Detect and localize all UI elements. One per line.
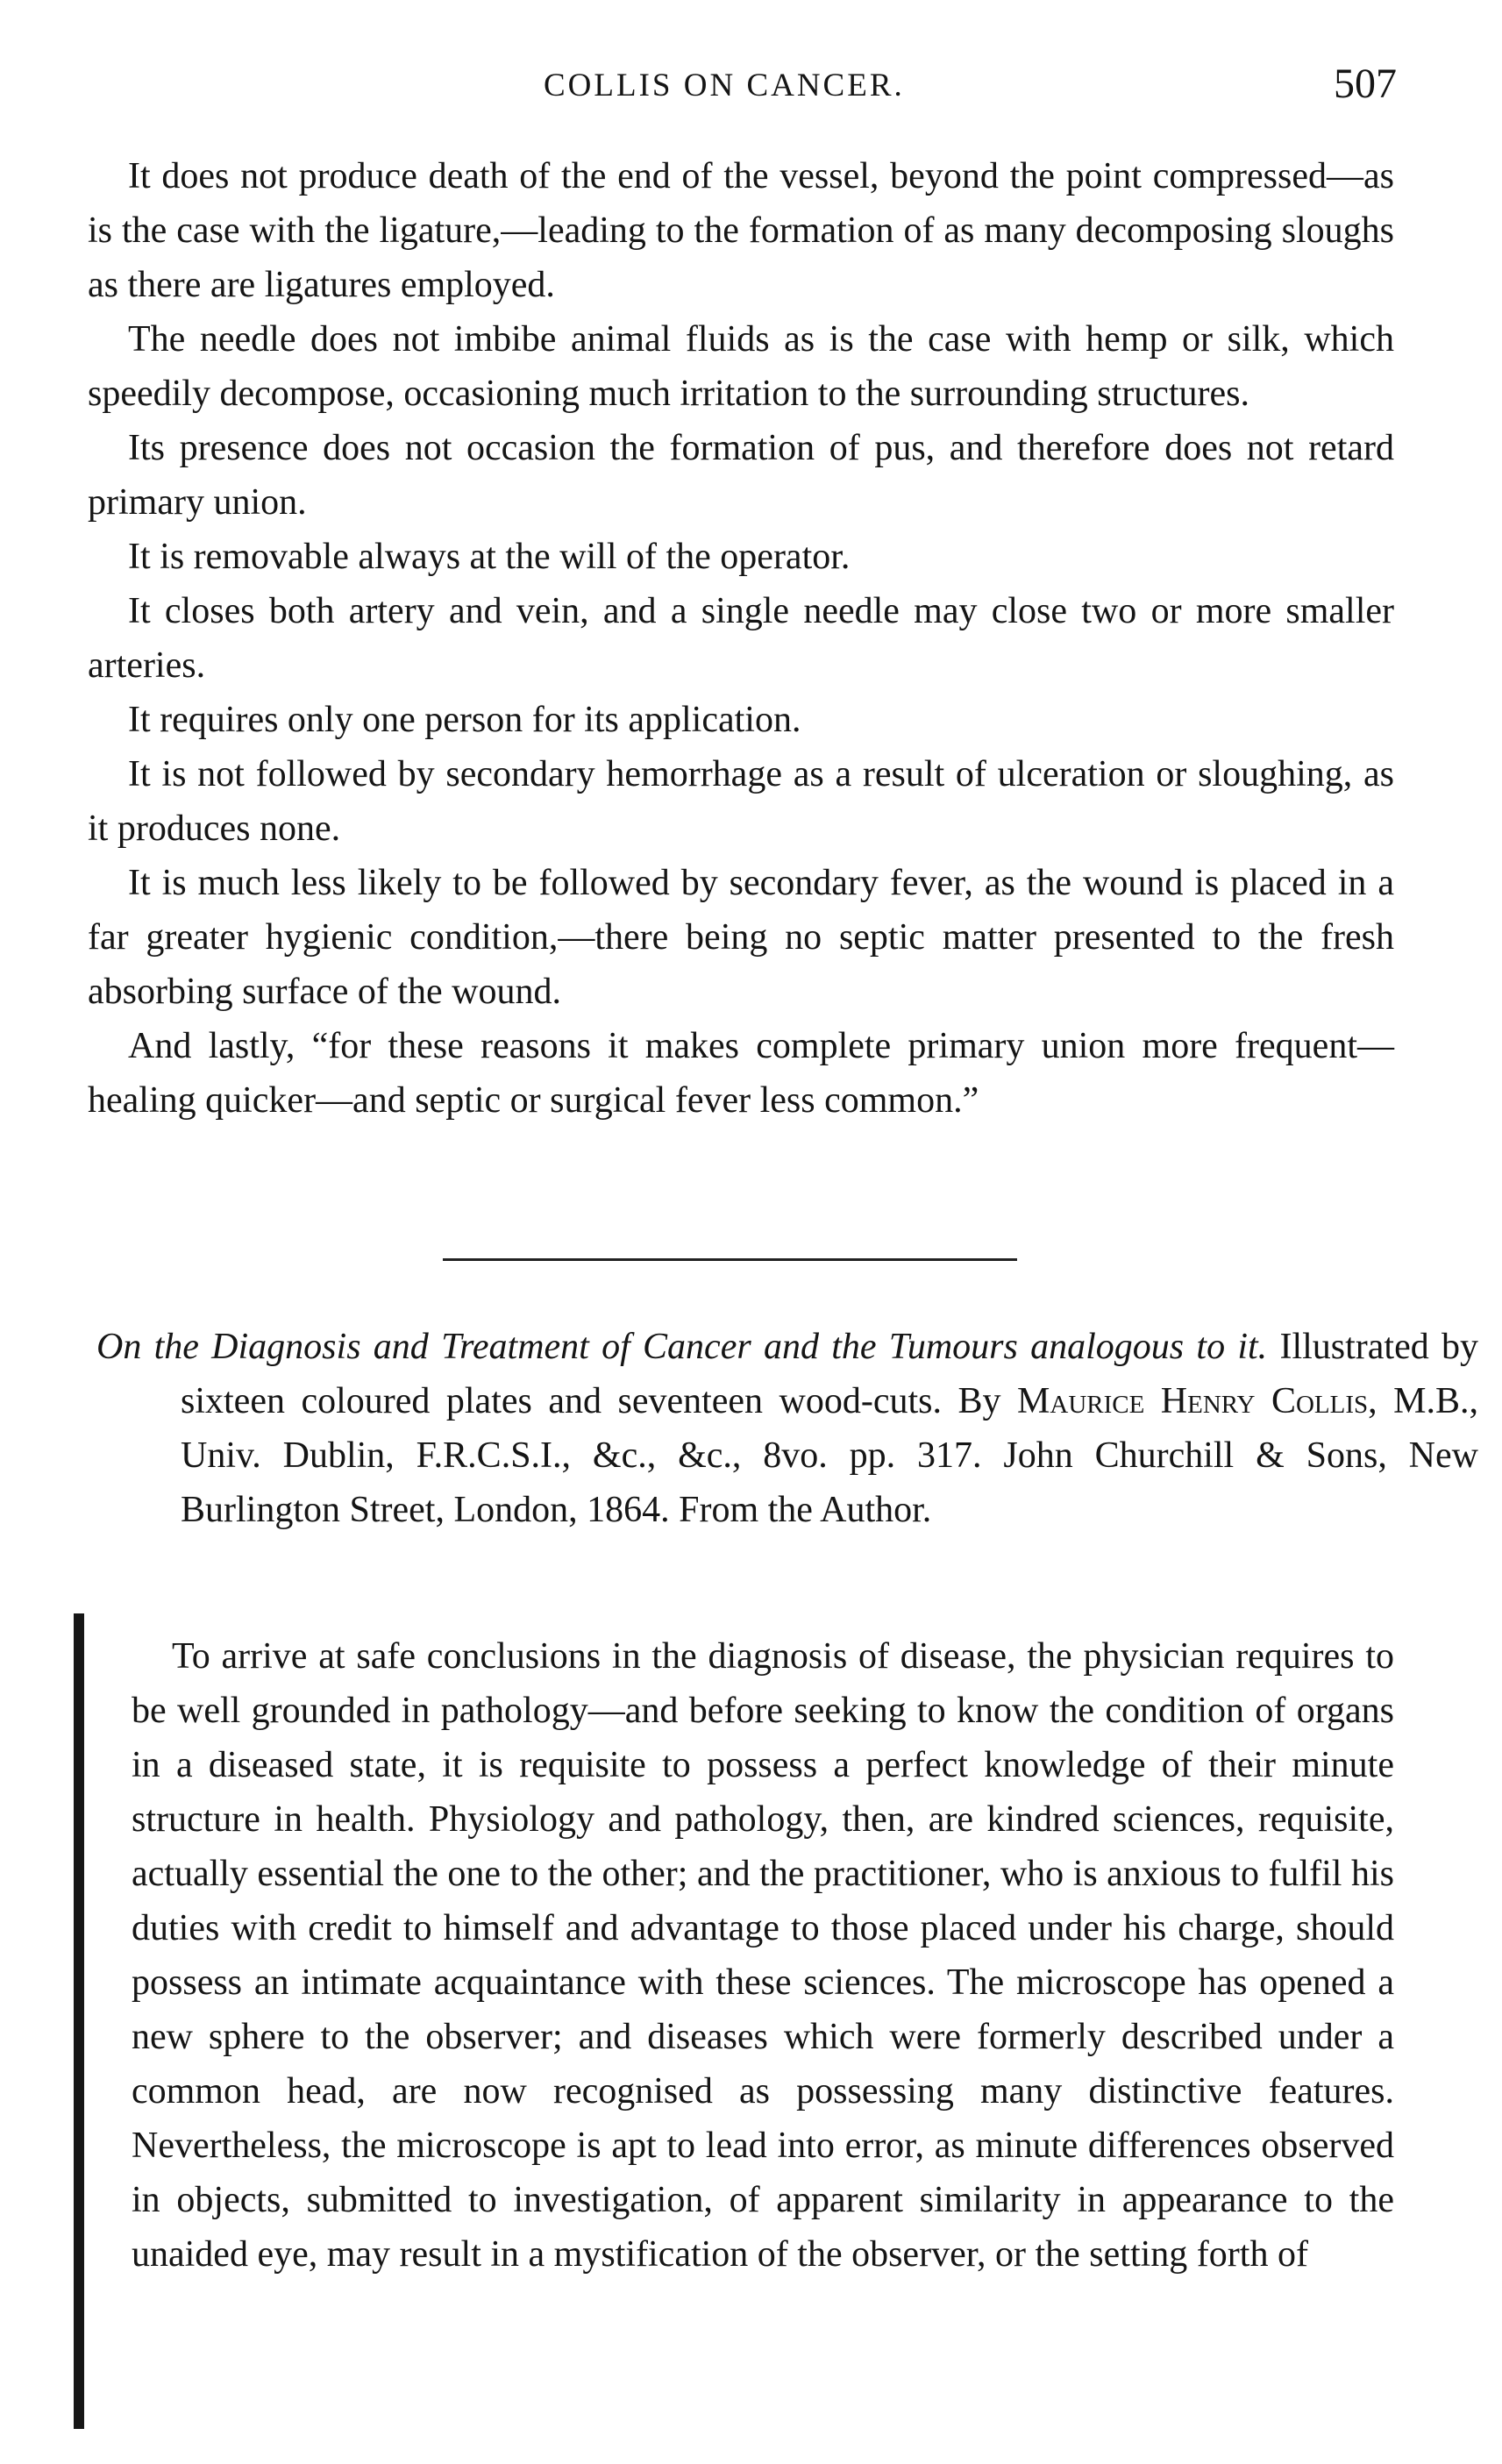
running-head: COLLIS ON CANCER. (544, 68, 905, 103)
advantage-paragraph: It requires only one person for its application. (128, 700, 801, 740)
book-title: On the Diagnosis and Treatment of Cancer and the Tumours analogous to it. (96, 1327, 1268, 1367)
book-publication-details: , M.B., Univ. Dublin, F.R.C.S.I., &c., &c., 8vo. pp. 317. John Churchill & Sons, New Burlington Street, London, 1864. From the Author. (181, 1381, 1479, 1530)
advantage-paragraph: It does not produce death of the end of the vessel, beyond the point compressed—as is the case with the ligature,—leading to the formation of as many decomposing sloughs as there are ligatures employed. (88, 156, 1394, 305)
advantage-paragraph: Its presence does not occasion the formation of pus, and therefore does not retard primary union. (88, 428, 1394, 523)
review-body-paragraph: To arrive at safe conclusions in the diagnosis of disease, the physician requires to be well grounded in pathology—and before seeking to know the condition of organs in a diseased state, it is requisite to possess a perfect knowledge of their minute structure in health. Physiology and pathology, then, are kindred sciences, requisite, actually essential the one to the other; and the practitioner, who is anxious to fulfil his duties with credit to himself and advantage to those placed under his charge, should possess an intimate acquaintance with these sciences. The microscope has opened a new sphere to the observer; and diseases which were formerly described under a common head, are now recognised as possessing many distinctive features. Nevertheless, the microscope is apt to lead into error, as minute differences observed in objects, submitted to investigation, of apparent similarity in appearance to the unaided eye, may result in a mystification of the observer, or the setting forth of (132, 1636, 1394, 2275)
book-author: Maurice Henry Collis (1017, 1381, 1369, 1421)
section-divider (443, 1258, 1017, 1261)
page-header (0, 61, 1502, 119)
advantage-paragraph: It is much less likely to be followed by secondary fever, as the wound is placed in a far greater hygienic condition,—there being no septic matter presented to the fresh absorbing surface of the wound. (88, 863, 1394, 1012)
book-details: Illustrated by sixteen coloured plates and seventeen wood-cuts. By (181, 1327, 1479, 1421)
advantage-paragraph: It is removable always at the will of the operator. (128, 537, 851, 577)
review-body (132, 1629, 1394, 2282)
margin-mark (74, 1613, 84, 2429)
advantage-paragraph: And lastly, “for these reasons it makes complete primary union more frequent—healing quicker—and septic or surgical fever less common.” (88, 1026, 1394, 1121)
advantage-paragraph: It closes both artery and vein, and a single needle may close two or more smaller arteries. (88, 591, 1394, 686)
advantage-paragraph: It is not followed by secondary hemorrhage as a result of ulceration or sloughing, as it produces none. (88, 754, 1394, 849)
review-citation (96, 1320, 1478, 1537)
advantage-paragraph: The needle does not imbibe animal fluids as is the case with hemp or silk, which speedily decompose, occasioning much irritation to the surrounding structures. (88, 319, 1394, 414)
page-number: 507 (1334, 61, 1397, 107)
advantages-list (88, 149, 1394, 1128)
